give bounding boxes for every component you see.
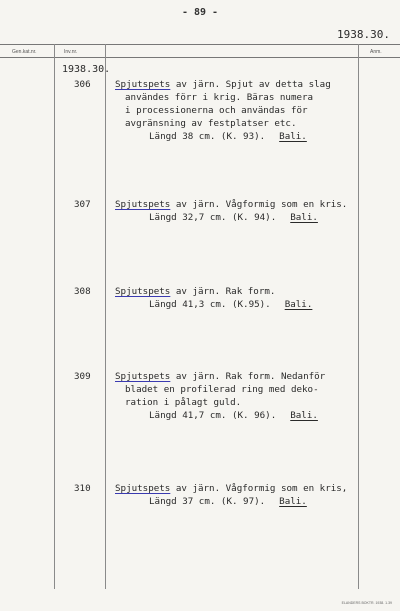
entry-first-line: av järn. Vågformig som en kris. [170,199,348,210]
entry-first-line: av järn. Spjut av detta slag [170,79,331,90]
entry-description [115,370,360,422]
page-number: - 89 - [181,7,219,18]
entry-description [115,482,360,508]
entry-description-line: i processionerna och användas för [125,105,308,116]
inventory-number: 310 [74,483,91,494]
entry-title: Spjutspets [115,483,171,494]
entry-description-line: användes förr i krig. Bäras numera [125,92,314,103]
entry-description-line: ration i pålagt guld. [125,397,242,408]
entry-title: Spjutspets [115,79,171,90]
entry-title: Spjutspets [115,286,171,297]
header-top-rule [0,44,400,45]
inventory-number: 306 [74,79,91,90]
entry-description [115,78,360,143]
entry-length: Längd 32,7 cm. (K. 94). [149,212,277,223]
entry-description-line: avgränsning av festplatser etc. [125,118,297,129]
page-year: 1938.30. [337,28,390,41]
entry-first-line: av järn. Vågformig som en kris, [170,483,348,494]
column-divider-2 [105,44,106,589]
entry-place: Bali. [290,410,318,421]
entry-place: Bali. [284,299,313,310]
header-anm: Anm. [370,49,382,55]
entry-description-line: bladet en profilerad ring med deko- [125,384,319,395]
inventory-number: 309 [74,371,91,382]
entry-length: Längd 38 cm. (K. 93). [149,131,266,142]
entry-title: Spjutspets [115,371,171,382]
entry-place: Bali. [290,212,318,223]
entry-first-line: av järn. Rak form. Nedanför [170,371,326,382]
header-inv-nr: Inv.nr. [64,49,78,55]
entry-first-line: av järn. Rak form. [170,286,276,297]
entry-description [115,198,360,224]
entry-title: Spjutspets [115,199,171,210]
header-gen-kat-nr: Gen.kat.nr. [12,49,37,55]
inventory-number: 307 [74,199,91,210]
entry-description [115,285,360,311]
entry-place: Bali. [279,496,307,507]
inventory-number: 308 [74,286,91,297]
column-divider-1 [54,44,55,589]
accession-year: 1938.30. [62,64,111,75]
header-bottom-rule [0,57,400,58]
entry-length: Längd 37 cm. (K. 97). [149,496,266,507]
printer-imprint: ELANDERS BOKTR. 1938. 1.39 [341,601,392,605]
entry-length: Längd 41,7 cm. (K. 96). [149,410,277,421]
entry-length: Längd 41,3 cm. (K.95). [149,299,271,310]
entry-place: Bali. [279,131,307,142]
